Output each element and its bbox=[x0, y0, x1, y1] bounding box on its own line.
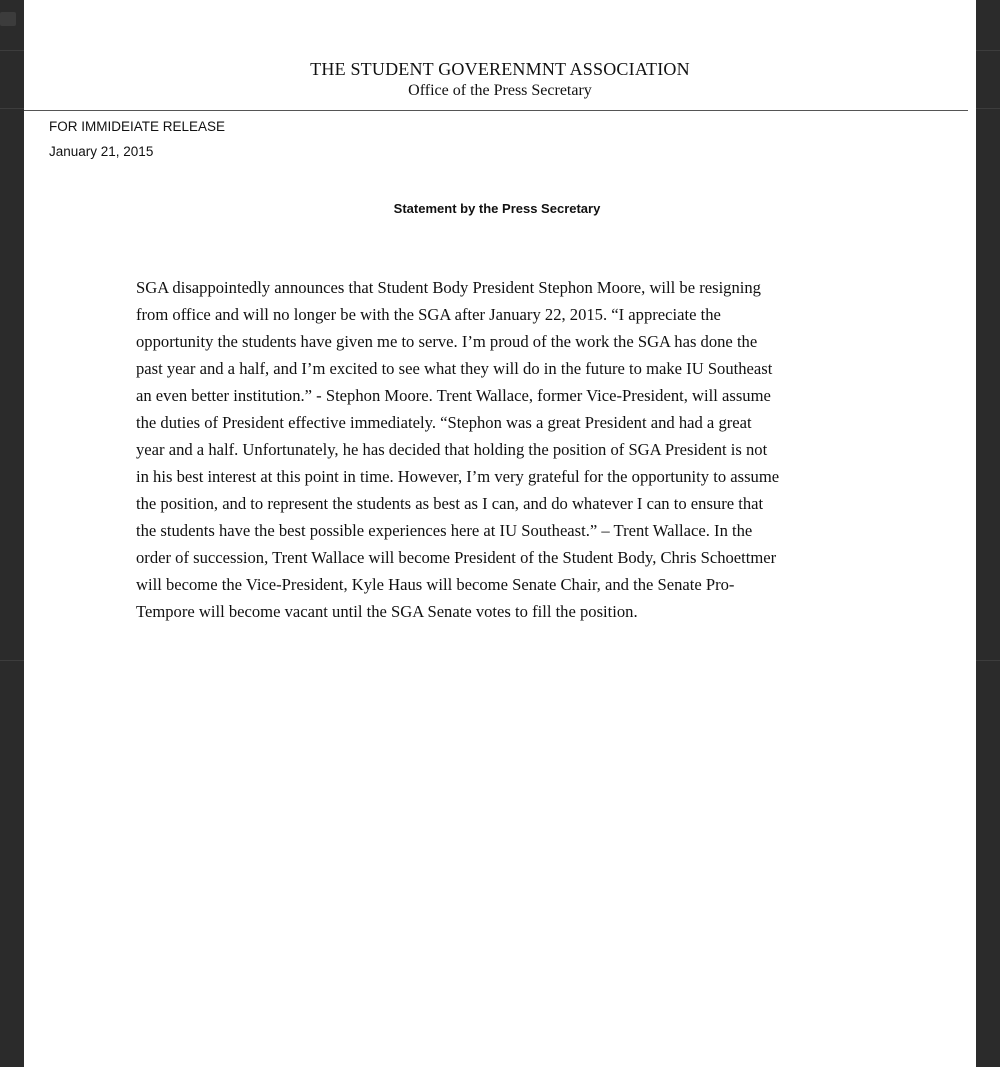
body-line: past year and a half, and I’m excited to see what they will do in the future to make IU Southeast bbox=[136, 359, 773, 378]
body-line: year and a half. Unfortunately, he has decided that holding the position of SGA President is not bbox=[136, 440, 768, 459]
statement-title: Statement by the Press Secretary bbox=[393, 201, 601, 216]
background-divider bbox=[0, 108, 24, 109]
header-divider bbox=[24, 110, 968, 111]
document-page bbox=[24, 0, 976, 1067]
background-divider bbox=[976, 50, 1000, 51]
body-line: an even better institution.” - Stephon Moore. Trent Wallace, former Vice-President, will assume bbox=[136, 386, 771, 405]
body-line: in his best interest at this point in time. However, I’m very grateful for the opportunity to assume bbox=[136, 467, 780, 486]
statement-body bbox=[136, 274, 876, 625]
background-divider bbox=[0, 660, 24, 661]
body-line: will become the Vice-President, Kyle Haus will become Senate Chair, and the Senate Pro- bbox=[136, 575, 735, 594]
body-line: Tempore will become vacant until the SGA Senate votes to fill the position. bbox=[136, 602, 638, 621]
body-line: order of succession, Trent Wallace will become President of the Student Body, Chris Schoettmer bbox=[136, 548, 777, 567]
body-line: the position, and to represent the students as best as I can, and do whatever I can to ensure that bbox=[136, 494, 764, 513]
background-divider bbox=[976, 660, 1000, 661]
body-line: opportunity the students have given me to serve. I’m proud of the work the SGA has done the bbox=[136, 332, 758, 351]
body-line: SGA disappointedly announces that Student Body President Stephon Moore, will be resigning bbox=[136, 278, 761, 297]
background-left-panel bbox=[0, 0, 24, 1067]
body-line: from office and will no longer be with the SGA after January 22, 2015. “I appreciate the bbox=[136, 305, 721, 324]
organization-name: THE STUDENT GOVERENMNT ASSOCIATION bbox=[310, 59, 690, 79]
office-name: Office of the Press Secretary bbox=[408, 82, 592, 99]
body-line: the students have the best possible experiences here at IU Southeast.” – Trent Wallace. In the bbox=[136, 521, 753, 540]
background-divider bbox=[0, 50, 24, 51]
release-label: FOR IMMIDEIATE RELEASE bbox=[49, 119, 226, 134]
release-date: January 21, 2015 bbox=[49, 144, 154, 159]
body-line: the duties of President effective immediately. “Stephon was a great President and had a great bbox=[136, 413, 752, 432]
background-right-panel bbox=[976, 0, 1000, 1067]
letterhead bbox=[24, 58, 976, 102]
background-tab-fragment bbox=[0, 12, 16, 26]
release-info bbox=[49, 114, 225, 164]
background-divider bbox=[976, 108, 1000, 109]
